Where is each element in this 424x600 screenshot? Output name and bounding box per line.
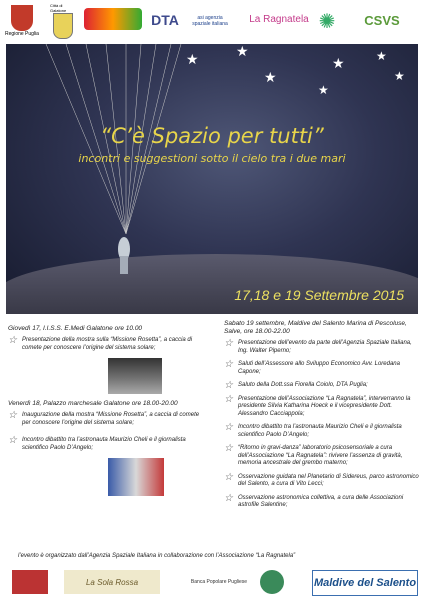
regione-puglia-logo: Regione Puglia: [4, 2, 40, 40]
day3-event-6: ☆ “Ritorno in gravi-danza” laboratorio psicosensoriale a cura dell’Associazione “La Ragnatela”: rivivere l’assenza di gravità, memoria ancestrale del grembo materno;: [224, 445, 420, 468]
day1-event: ☆ Presentazione della mostra sulla “Missione Rosetta”, a caccia di comete per conoscere l’origine del sistema solare;: [8, 337, 204, 352]
maldive-del-salento-logo: Maldive del Salento: [312, 570, 418, 596]
day3-event-7: ☆ Osservazione guidata nel Planetario di Sidereus, parco astronomico del Salento, a cura di Vito Lecci;: [224, 474, 420, 489]
dta-logo: DTA: [151, 12, 179, 28]
star-icon: ★: [332, 55, 345, 71]
hero-image: [6, 44, 418, 314]
csvs-logo: CSVS: [364, 12, 400, 28]
circle-logo: [260, 570, 284, 594]
star-emblem-logo: ✺: [318, 10, 336, 33]
citta-galatone-logo: Città di Galatone: [50, 2, 76, 40]
day1-heading: Giovedì 17, I.I.S.S. E.Medi Galatone ore 10.00: [8, 325, 143, 332]
day3-event-1: ☆ Presentazione dell’evento da parte dell’Agenzia Spaziale Italiana, Ing. Walter Piperno;: [224, 340, 420, 355]
la-sola-rossa-logo: La Sola Rossa: [64, 570, 160, 594]
page-title: “C’è Spazio per tutti”: [100, 124, 324, 148]
footer-logos: [0, 564, 424, 600]
header-logos: [0, 0, 424, 42]
day3-event-8: ☆ Osservazione astronomica collettiva, a cura delle Associazioni astrofile Salentine;: [224, 495, 420, 510]
star-icon: ★: [264, 69, 277, 85]
day2-event-2: ☆ Incontro dibattito tra l’astronauta Maurizio Cheli e il giornalista scientifico Paolo D’Angelo;: [8, 437, 204, 452]
day3-event-5: ☆ Incontro dibattito tra l’astronauta Maurizio Cheli e il giornalista scientifico Paolo D’Angelo;: [224, 424, 420, 439]
star-icon: ★: [318, 83, 329, 97]
day3-event-2: ☆ Saluti dell’Assessore allo Sviluppo Economico Avv. Loredana Capone;: [224, 361, 420, 376]
comet-photo: [108, 358, 162, 394]
festival-logo: [84, 8, 142, 30]
day2-event-1: ☆ Inaugurazione della mostra “Missione Rosetta”, a caccia di comete per conoscere l’origine del sistema solare;: [8, 412, 204, 427]
banca-popolare-logo: Banca Popolare Pugliese: [190, 579, 248, 585]
star-icon: ★: [394, 69, 405, 83]
left-column: [8, 325, 204, 496]
star-icon: ★: [376, 49, 387, 63]
sponsor-logo: [12, 570, 48, 594]
la-ragnatela-logo: La Ragnatela: [249, 13, 309, 25]
right-column: [224, 320, 420, 516]
day3-heading: Sabato 19 settembre, Maldive del Salento Marina di Pescoluse, Salve, ore 18.00-22.00: [224, 320, 407, 336]
star-icon: ★: [186, 51, 199, 67]
day2-heading: Venerdì 18, Palazzo marchesale Galatone ore 18.00-20.00: [8, 400, 178, 408]
subtitle: incontri e suggestioni sotto il cielo tra i due mari: [78, 152, 346, 165]
asi-logo: asi agenzia spaziale italiana: [192, 15, 228, 27]
astronaut-photo: [108, 458, 164, 496]
day3-event-3: ☆ Saluto della Dott.ssa Fiorella Coiolo, DTA Puglia;: [224, 382, 420, 390]
organizer-note: l’evento è organizzato dall’Agenzia Spaziale Italiana in collaborazione con l’Associazione “La Ragnatela”: [18, 553, 296, 559]
event-dates: 17,18 e 19 Settembre 2015: [234, 287, 404, 303]
balloon-strings: [6, 44, 418, 314]
star-icon: ★: [236, 44, 249, 59]
day3-event-4: ☆ Presentazione dell’Associazione “La Ragnatela”, interverranno la presidente Silvia Katharina Hoeck e il vicepresidente Dott. Alessandro Cacciappola;: [224, 396, 420, 419]
